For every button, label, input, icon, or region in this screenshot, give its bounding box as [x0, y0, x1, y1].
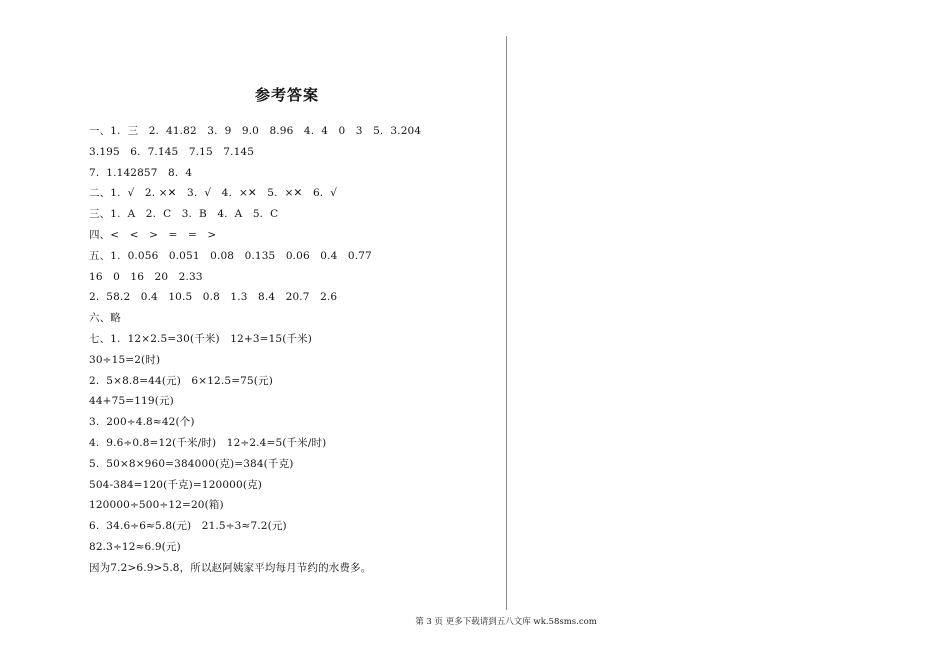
- answer-line: 七、1. 12×2.5=30(千米) 12+3=15(千米): [89, 332, 313, 345]
- answer-line: 6. 34.6÷6≈5.8(元) 21.5÷3≈7.2(元): [89, 520, 287, 533]
- answer-line: 4. 9.6÷0.8=12(千米/时) 12÷2.4=5(千米/时): [89, 436, 327, 449]
- answer-line: 因为7.2>6.9>5.8，所以赵阿姨家平均每月节约的水费多。: [89, 561, 372, 574]
- answer-line: 二、1. √ 2. ×✕ 3. √ 4. ×✕ 5. ×✕ 6. √: [89, 187, 338, 200]
- page-divider: [506, 36, 507, 610]
- answer-line: 82.3÷12≈6.9(元): [89, 540, 181, 553]
- answer-line: 三、1. A 2. C 3. B 4. A 5. C: [89, 208, 279, 221]
- answer-line: 504-384=120(千克)=120000(克): [89, 478, 262, 491]
- answer-line: 2. 5×8.8=44(元) 6×12.5=75(元): [89, 374, 273, 387]
- answer-line: 5. 50×8×960=384000(克)=384(千克): [89, 457, 294, 470]
- page-footer: 第 3 页 更多下载请到五八文库 wk.58sms.com: [415, 617, 597, 627]
- page-title: 参考答案: [254, 86, 319, 104]
- answer-line: 一、1. 三 2. 41.82 3. 9 9.0 8.96 4. 4 0 3 5. 3.204: [89, 125, 422, 137]
- answer-list: [89, 121, 499, 579]
- answer-line: 7. 1.142857̇ 8. 4: [89, 166, 193, 179]
- answer-line: 44+75=119(元): [89, 395, 174, 408]
- answer-line: 四、< < > = = >: [89, 228, 217, 241]
- answer-line: 2. 58.2 0.4 10.5 0.8 1.3 8.4 20.7 2.6: [89, 291, 338, 304]
- answer-line: 30÷15=2(时): [89, 353, 161, 366]
- answer-line: 120000÷500÷12=20(箱): [89, 499, 224, 512]
- answer-line: 3. 200÷4.8≈42(个): [89, 416, 195, 429]
- answer-line: 五、1. 0.056 0.051 0.08 0.135 0.06 0.4 0.77: [89, 249, 372, 262]
- answer-line: 3.195 6. 7.1̇45 7.15 7.145: [89, 145, 255, 158]
- answer-line: 16 0 16 20 2.33: [89, 270, 203, 283]
- answer-line: 六、略: [89, 312, 121, 325]
